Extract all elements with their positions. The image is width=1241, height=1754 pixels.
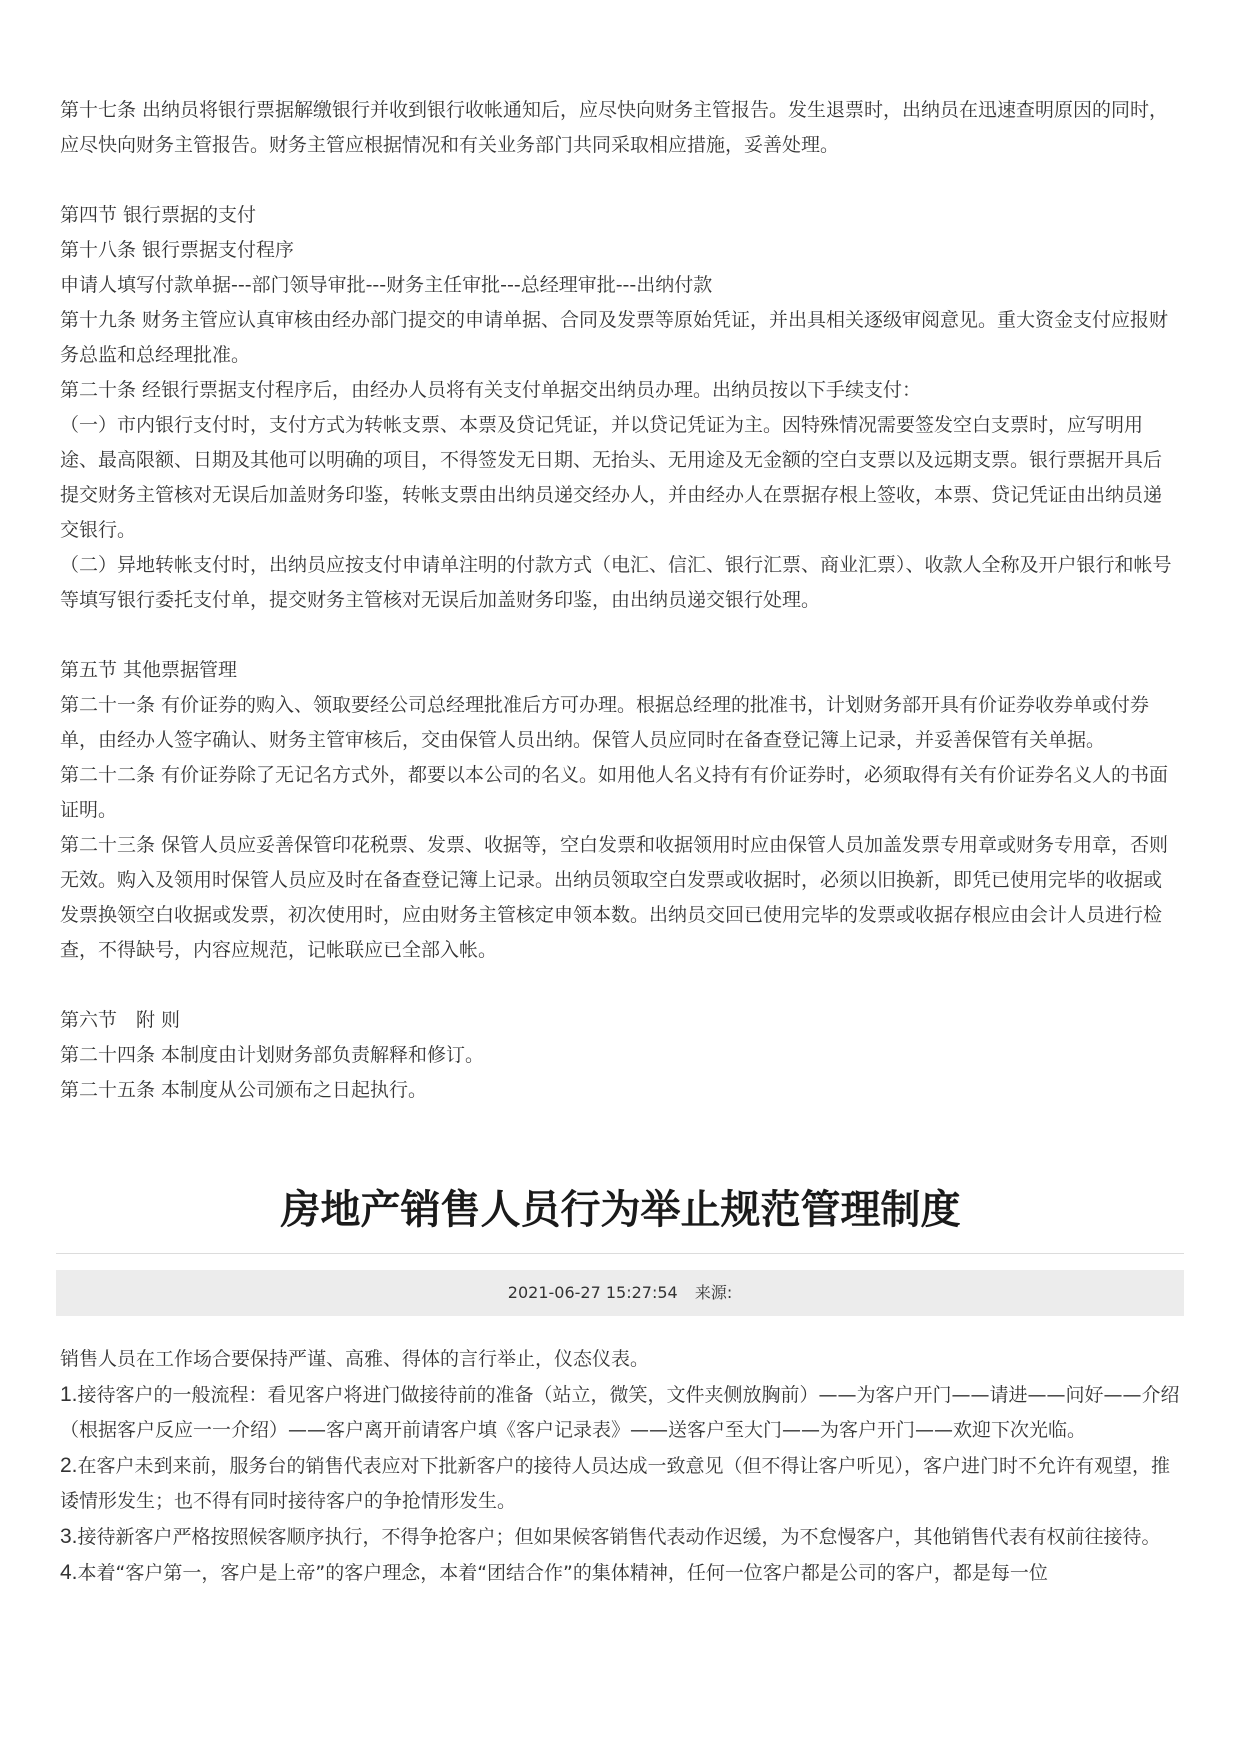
paragraph-gap [60,968,1180,1003]
paragraph-gap [60,618,1180,653]
title-divider [56,1253,1184,1254]
section-5-heading: 第五节 其他票据管理 [60,659,238,681]
article-25: 第二十五条 本制度从公司颁布之日起执行。 [60,1079,428,1101]
list-item [60,1448,1180,1519]
item-text: 接待新客户严格按照候客顺序执行，不得争抢客户；但如果候客销售代表动作迟缓，为不怠慢客户，其他销售代表有权前往接待。 [77,1526,1161,1548]
article-17: 第十七条 出纳员将银行票据解缴银行并收到银行收帐通知后，应尽快向财务主管报告。发生退票时，出纳员在迅速查明原因的同时，应尽快向财务主管报告。财务主管应根据情况和有关业务部门共同采取相应措施，妥善处理。 [60,99,1169,156]
article-source-label: 来源: [694,1283,733,1302]
item-number: 2. [60,1454,78,1477]
section-4-heading: 第四节 银行票据的支付 [60,204,257,226]
list-item [60,1377,1180,1448]
payment-procedure: 申请人填写付款单据---部门领导审批---财务主任审批---总经理审批---出纳付款 [60,274,713,296]
article-intro: 销售人员在工作场合要保持严谨、高雅、得体的言行举止，仪态仪表。 [60,1348,650,1370]
article-18: 第十八条 银行票据支付程序 [60,239,295,261]
item-number: 1. [60,1383,78,1406]
article-meta-bar [56,1270,1184,1316]
paragraph-gap [60,163,1180,198]
item-text: 在客户未到来前，服务台的销售代表应对下批新客户的接待人员达成一致意见（但不得让客户听见），客户进门时不允许有观望，推诿情形发生；也不得有同时接待客户的争抢情形发生。 [60,1455,1171,1512]
article-title: 房地产销售人员行为举止规范管理制度 [280,1187,961,1233]
article-22: 第二十二条 有价证券除了无记名方式外，都要以本公司的名义。如用他人名义持有有价证券时，必须取得有关有价证券名义人的书面证明。 [60,764,1169,821]
article-21: 第二十一条 有价证券的购入、领取要经公司总经理批准后方可办理。根据总经理的批准书，计划财务部开具有价证券收券单或付券单，由经办人签字确认、财务主管审核后，交由保管人员出纳。保管人员应同时在备查登记簿上记录，并妥善保管有关单据。 [60,694,1150,751]
item-number: 4. [60,1561,78,1584]
section-6-heading: 第六节 附 则 [60,1009,181,1031]
article-datetime: 2021-06-27 15:27:54 [507,1283,678,1302]
article-body [60,1342,1180,1591]
article-24: 第二十四条 本制度由计划财务部负责解释和修订。 [60,1044,485,1066]
item-text: 接待客户的一般流程：看见客户将进门做接待前的准备（站立，微笑，文件夹侧放胸前）——为客户开门——请进——问好——介绍（根据客户反应一一介绍）——客户离开前请客户填《客户记录表》——送客户至大门——为客户开门——欢迎下次光临。 [60,1384,1180,1441]
article-20-clause-2: （二）异地转帐支付时，出纳员应按支付申请单注明的付款方式（电汇、信汇、银行汇票、商业汇票）、收款人全称及开户银行和帐号等填写银行委托支付单，提交财务主管核对无误后加盖财务印鉴，由出纳员递交银行处理。 [60,554,1172,611]
article-20: 第二十条 经银行票据支付程序后，由经办人员将有关支付单据交出纳员办理。出纳员按以下手续支付： [60,379,922,401]
list-item [60,1519,1180,1555]
article-23: 第二十三条 保管人员应妥善保管印花税票、发票、收据等，空白发票和收据领用时应由保管人员加盖发票专用章或财务专用章，否则无效。购入及领用时保管人员应及时在备查登记簿上记录。出纳员领取空白发票或收据时，必须以旧换新，即凭已使用完毕的收据或发票换领空白收据或发票，初次使用时，应由财务主管核定申领本数。出纳员交回已使用完毕的发票或收据存根应由会计人员进行检查，不得缺号，内容应规范，记帐联应已全部入帐。 [60,834,1169,961]
regulation-continued-section [60,93,1180,1108]
item-number: 3. [60,1525,78,1548]
article-20-clause-1: （一）市内银行支付时，支付方式为转帐支票、本票及贷记凭证，并以贷记凭证为主。因特殊情况需要签发空白支票时，应写明用途、最高限额、日期及其他可以明确的项目，不得签发无日期、无抬头、无用途及无金额的空白支票以及远期支票。银行票据开具后提交财务主管核对无误后加盖财务印鉴，转帐支票由出纳员递交经办人，并由经办人在票据存根上签收，本票、贷记凭证由出纳员递交银行。 [60,414,1163,541]
article-19: 第十九条 财务主管应认真审核由经办部门提交的申请单据、合同及发票等原始凭证，并出具相关逐级审阅意见。重大资金支付应报财务总监和总经理批准。 [60,309,1169,366]
list-item [60,1555,1180,1591]
item-text: 本着“客户第一，客户是上帝”的客户理念，本着“团结合作”的集体精神，任何一位客户都是公司的客户，都是每一位 [77,1562,1048,1584]
